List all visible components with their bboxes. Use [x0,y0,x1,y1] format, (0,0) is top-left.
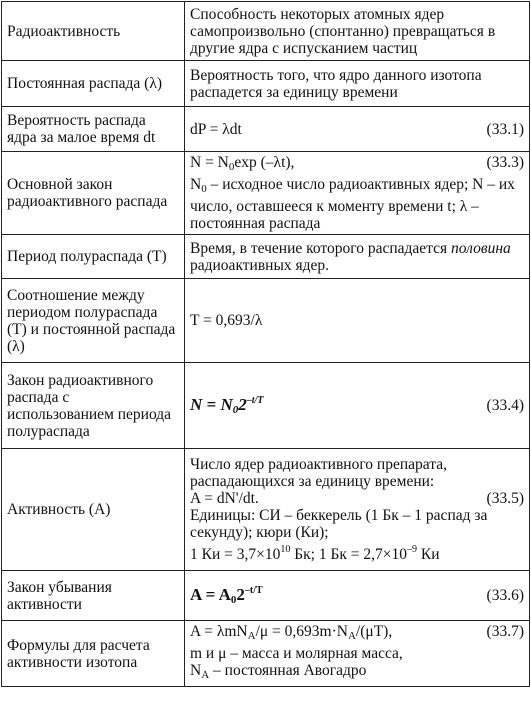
definition-cell: Вероятность того, что ядро данного изотопа распадется за единицу времени [185,61,530,107]
table-row [2,2,530,61]
units-conversion: 1 Ки = $3,7\times 10^{10}$ Бк; 1 Бк = $2,7\times 10^{-9}$ Ки [190,544,440,563]
table-row [2,61,530,107]
equation-number: (33.5) [486,490,524,507]
definition-cell [185,152,530,235]
table-row [2,279,530,363]
formula-note: $N_0$ – исходное число радиоактивных ядер; N – их число, оставшееся к моменту времени t; λ – постоянная распада [190,176,515,232]
table-row [2,571,530,621]
definition-cell [185,363,530,449]
equation-number: (33.7) [486,623,524,640]
definition-cell: Способность некоторых атомных ядер самопроизвольно (спонтанно) превращаться в другие ядра с испусканием частиц [185,2,530,61]
definition-cell [185,107,530,152]
table-row [2,449,530,571]
formula: $N = N_0\exp$ (–λt), [190,154,295,173]
definition-text: Число ядер радиоактивного препарата, распадающихся за единицу времени: [190,456,447,490]
term-cell: Радиоактивность [2,2,185,61]
definition-cell [185,571,530,621]
term-cell: Постоянная распада (λ) [2,61,185,107]
term-cell: Формулы для расчета активности изотопа [2,621,185,687]
formula: $A = \lambda mN_A/\mu = 0,693m\cdot N_A/(\mu T)$, [190,623,393,642]
formula: A = dN'/dt. [190,490,259,507]
formula: $A = A_02^{-t/T}$ [190,585,263,606]
table-row [2,621,530,687]
table-row [2,235,530,279]
equation-number: (33.3) [486,154,524,171]
equation-number: (33.4) [486,397,524,414]
term-cell: Закон убывания активности [2,571,185,621]
formula: T = 0,693/λ [190,312,263,329]
definition-cell [185,449,530,571]
formula-note: m и μ – масса и молярная масса, [190,645,403,662]
definition-cell [185,279,530,363]
definition-cell [185,621,530,687]
term-cell: Вероятность распада ядра за малое время dt [2,107,185,152]
formula: $N = N_02^{-t/T}$ [190,395,264,416]
term-cell: Основной закон радиоактивного распада [2,152,185,235]
equation-number: (33.6) [486,587,524,604]
term-cell: Активность (A) [2,449,185,571]
equation-number: (33.1) [486,120,524,138]
term-cell: Соотношение между периодом полураспада (T) и постоянной распада (λ) [2,279,185,363]
table-row [2,152,530,235]
term-cell: Период полураспада (T) [2,235,185,279]
definition-cell: Время, в течение которого распадается половина радиоактивных ядер. [185,235,530,279]
table-row [2,363,530,449]
units-text: Единицы: СИ – беккерель (1 Бк – 1 распад за секунду); кюри (Ки); [190,507,488,541]
table-row [2,107,530,152]
term-cell: Закон радиоактивного распада с использованием периода полураспада [2,363,185,449]
formula: dP = λdt [190,120,242,138]
physics-definitions-table [1,1,530,687]
formula-note: $N_A$ – постоянная Авогадро [190,662,367,681]
